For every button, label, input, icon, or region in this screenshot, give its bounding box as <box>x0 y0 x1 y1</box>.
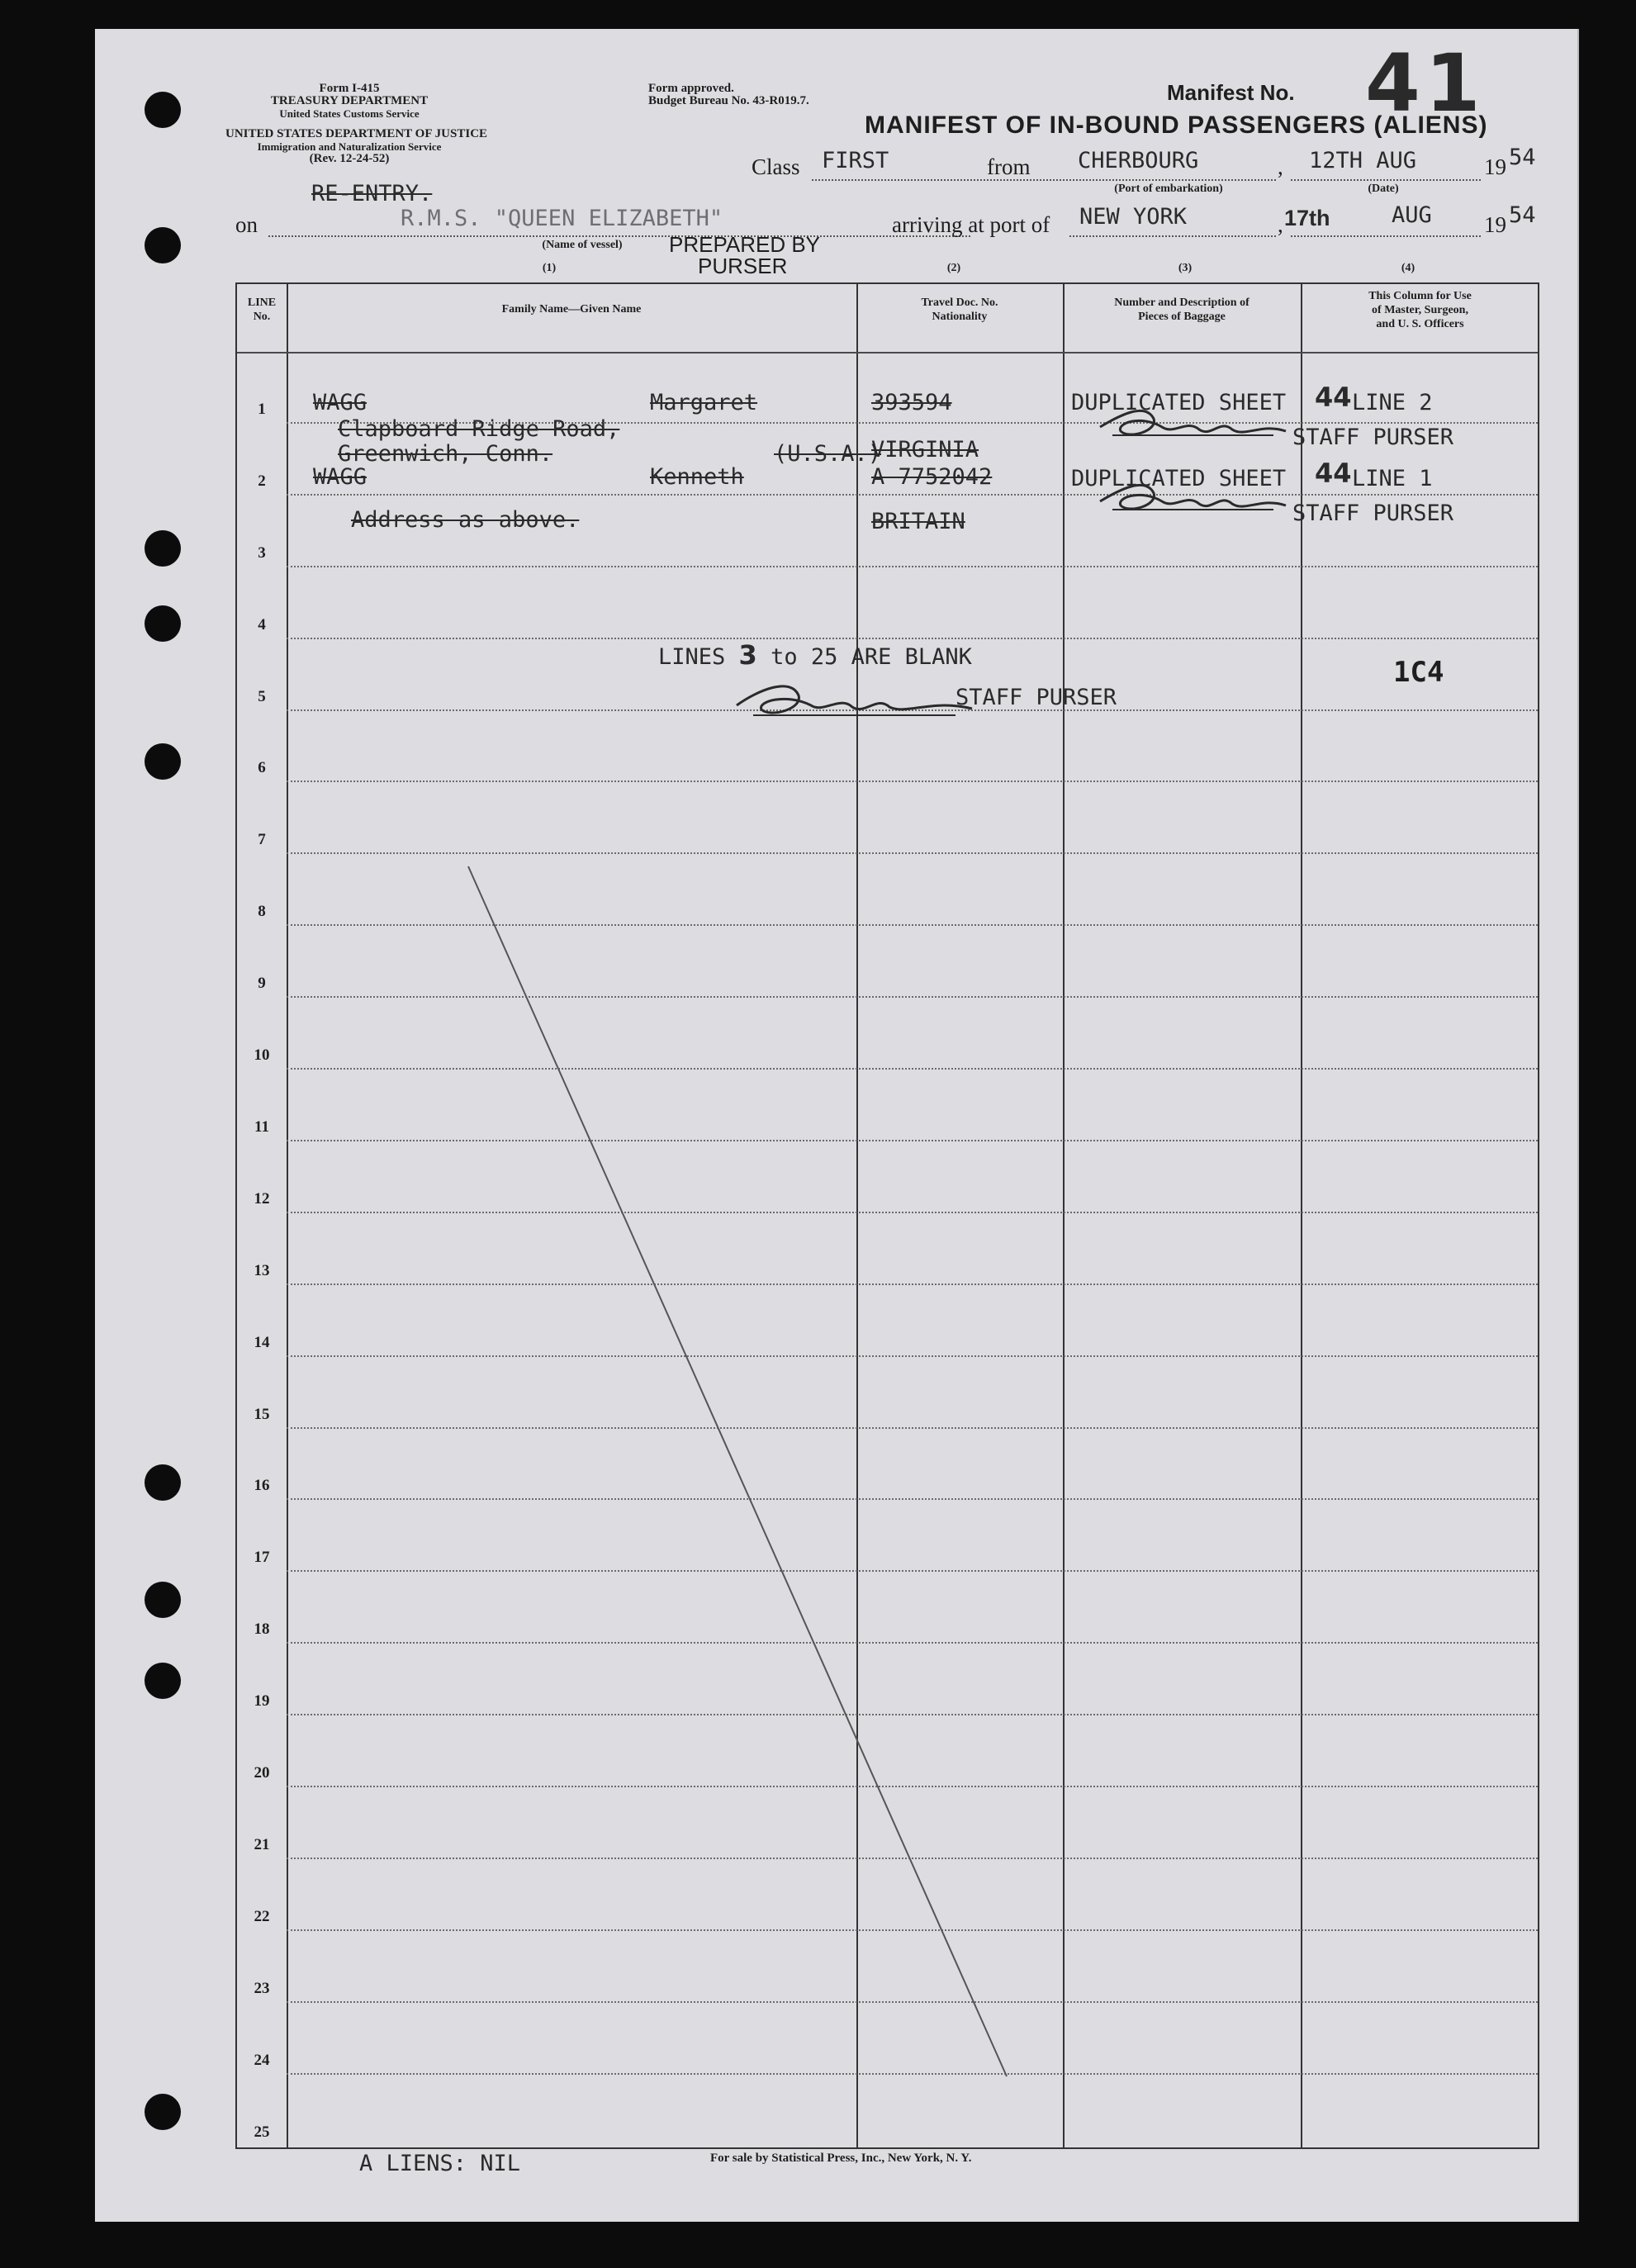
arrival-month: AUG <box>1392 202 1432 228</box>
row1-sheet-no: 44 <box>1315 382 1352 413</box>
year-arrival: 54 <box>1509 202 1536 228</box>
line-number: 6 <box>258 759 266 777</box>
row1-address-city: Greenwich, Conn. <box>338 441 553 467</box>
line-number: 17 <box>254 1549 270 1567</box>
row1-doc-no: 393594 <box>871 390 952 415</box>
line-number: 8 <box>258 903 266 921</box>
passenger-table <box>235 282 1539 2149</box>
punch-hole <box>145 605 181 642</box>
printer-credit: For sale by Statistical Press, Inc., New York, N. Y. <box>710 2152 972 2165</box>
arrival-day: 17th <box>1284 206 1330 230</box>
date-embark: 12TH AUG <box>1309 148 1417 173</box>
arriving-label: arriving at port of <box>892 212 1050 237</box>
row1-duplicated: DUPLICATED SHEET <box>1071 390 1287 415</box>
col-cap-2: (2) <box>946 262 961 274</box>
port-embark-caption: (Port of embarkation) <box>1114 183 1223 195</box>
punch-hole <box>145 530 181 567</box>
header-officers: This Column for Use of Master, Surgeon, and U. S. Officers <box>1368 290 1472 330</box>
line-number: 22 <box>254 1907 270 1925</box>
blank-staff-purser: STAFF PURSER <box>956 685 1117 710</box>
row1-given-name: Margaret <box>650 390 758 415</box>
treasury-dept: TREASURY DEPARTMENT <box>270 94 429 107</box>
manifest-no-label: Manifest No. <box>1167 80 1295 105</box>
line-number: 14 <box>254 1333 270 1351</box>
punch-hole <box>145 1663 181 1699</box>
class-value: FIRST <box>822 148 889 173</box>
customs-service: United States Customs Service <box>279 107 420 120</box>
line-number: 5 <box>258 687 266 705</box>
cancel-line <box>237 284 1541 2151</box>
line-number: 19 <box>254 1692 270 1710</box>
comma: , <box>1278 212 1283 237</box>
manifest-number: 41 <box>1365 37 1486 130</box>
row2-nationality: BRITAIN <box>871 509 965 534</box>
vessel-underline <box>268 235 970 237</box>
prepared-by: PREPARED BY <box>669 232 821 257</box>
punch-hole <box>145 1582 181 1618</box>
row2-duplicated: DUPLICATED SHEET <box>1071 466 1287 491</box>
year-prefix: 19 <box>1484 154 1506 179</box>
punch-hole <box>145 2094 181 2130</box>
row1-nationality: VIRGINIA <box>871 437 979 463</box>
line-number: 18 <box>254 1620 270 1639</box>
line-number: 11 <box>254 1117 269 1136</box>
line-number: 1 <box>258 400 266 418</box>
reentry-note: RE-ENTRY. <box>311 181 433 206</box>
form-approved: Form approved. <box>648 82 734 95</box>
punch-hole <box>145 1464 181 1501</box>
line-number: 21 <box>254 1835 270 1853</box>
row1-family-name: WAGG <box>313 390 368 415</box>
punch-hole <box>145 743 181 780</box>
liens-note: A LIENS: NIL <box>359 2151 521 2176</box>
date-embark-underline <box>1291 179 1481 181</box>
row2-doc-no: A 7752042 <box>871 464 993 490</box>
arrival-port-underline <box>1069 235 1276 237</box>
budget-bureau-no: Budget Bureau No. 43-R019.7. <box>648 94 809 107</box>
blank-lines-note: LINES 3 to 25 ARE BLANK <box>658 639 972 671</box>
row2-given-name: Kenneth <box>650 464 744 490</box>
col-cap-4: (4) <box>1401 262 1415 274</box>
header-name: Family Name—Given Name <box>501 303 642 316</box>
manifest-title: MANIFEST OF IN-BOUND PASSENGERS (ALIENS) <box>865 112 1488 139</box>
vessel-caption: (Name of vessel) <box>542 239 623 251</box>
port-arrival: NEW YORK <box>1079 204 1188 230</box>
line-number: 7 <box>258 831 266 849</box>
row2-family-name: WAGG <box>313 464 368 490</box>
col-cap-3: (3) <box>1178 262 1193 274</box>
punch-hole <box>145 92 181 128</box>
line-number: 10 <box>254 1046 270 1064</box>
line-number: 23 <box>254 1979 270 1997</box>
form-number: Form I-415 <box>319 82 380 95</box>
header-travel-doc: Travel Doc. No. Nationality <box>921 297 998 323</box>
line-number: 25 <box>254 2123 270 2141</box>
row2-sheet-no: 44 <box>1315 458 1352 489</box>
row2-line-ref: LINE 1 <box>1352 466 1433 491</box>
punch-hole <box>145 227 181 263</box>
line-number: 4 <box>258 615 266 633</box>
row1-line-ref: LINE 2 <box>1352 390 1433 415</box>
col-cap-1: (1) <box>542 262 557 274</box>
from-label: from <box>987 154 1031 179</box>
line-number: 2 <box>258 472 266 490</box>
line-number: 20 <box>254 1764 270 1782</box>
line-number: 13 <box>254 1261 270 1279</box>
year-embark: 54 <box>1509 145 1536 170</box>
purser-label: PURSER <box>698 254 788 278</box>
line-number: 15 <box>254 1405 270 1423</box>
row1-address-street: Clapboard Ridge Road, <box>338 416 620 442</box>
budget-approval <box>648 83 809 107</box>
vessel-name: R.M.S. "QUEEN ELIZABETH" <box>401 206 723 231</box>
row1-staff-purser: STAFF PURSER <box>1292 425 1454 450</box>
year-prefix: 19 <box>1484 212 1506 237</box>
arrival-date-underline <box>1291 235 1481 237</box>
line-number: 24 <box>254 2051 270 2069</box>
comma: , <box>1278 154 1283 179</box>
stamp-code: 1C4 <box>1393 656 1444 689</box>
line-number: 3 <box>258 543 266 562</box>
date-caption: (Date) <box>1368 183 1399 195</box>
form-agency-block <box>225 82 488 165</box>
ins-service: Immigration and Naturalization Service <box>257 140 442 153</box>
class-label: Class <box>752 154 800 179</box>
header-line-no: LINE No. <box>247 297 277 323</box>
manifest-page <box>95 29 1579 2222</box>
line-number: 16 <box>254 1477 270 1495</box>
line-number: 9 <box>258 975 266 993</box>
revision-date: (Rev. 12-24-52) <box>309 152 390 165</box>
embark-underline <box>1053 179 1276 181</box>
header-baggage: Number and Description of Pieces of Baggage <box>1114 297 1250 323</box>
row1-address-country: (U.S.A.) <box>774 441 882 467</box>
on-label: on <box>235 212 258 237</box>
line-number: 12 <box>254 1189 270 1208</box>
row2-staff-purser: STAFF PURSER <box>1292 501 1454 526</box>
row2-address: Address as above. <box>351 507 580 533</box>
justice-dept: UNITED STATES DEPARTMENT OF JUSTICE <box>225 127 488 140</box>
port-embark: CHERBOURG <box>1078 148 1199 173</box>
